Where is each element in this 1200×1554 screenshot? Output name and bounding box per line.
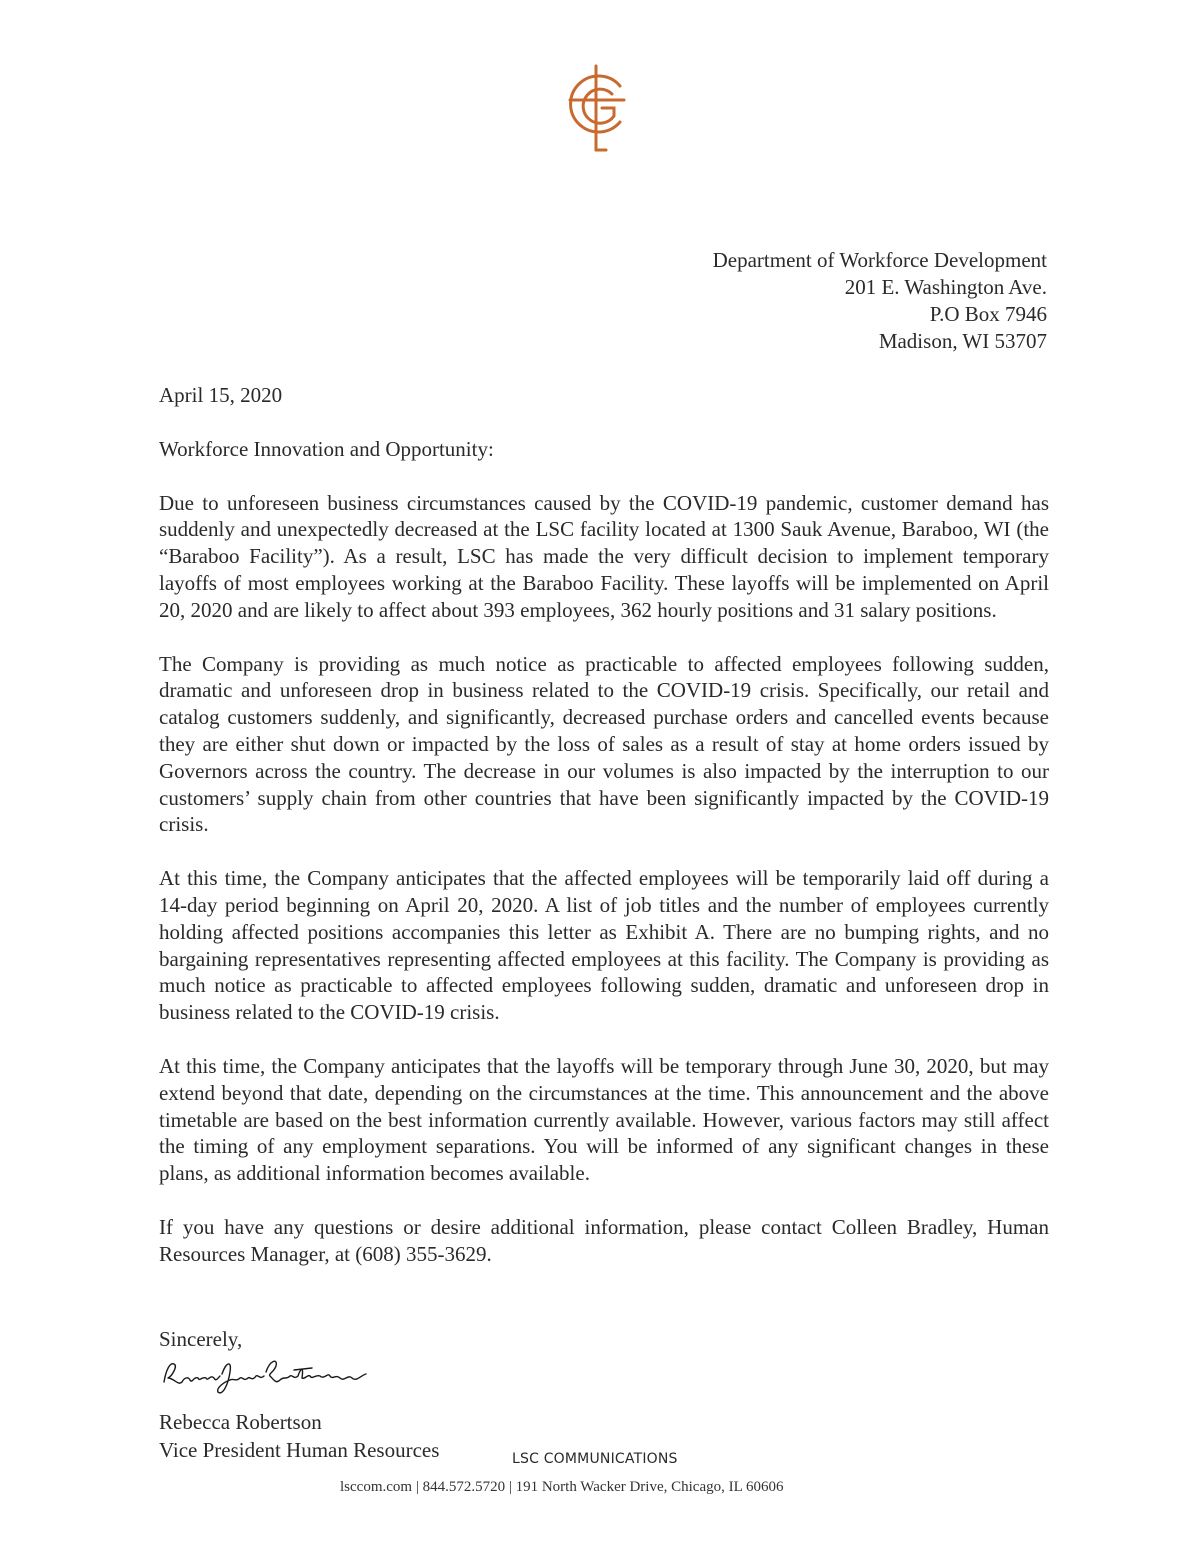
signer-title: Vice President Human Resources — [159, 1438, 440, 1462]
lsc-logo-icon — [562, 64, 634, 152]
signer-block — [159, 1408, 439, 1464]
recipient-department: Department of Workforce Development — [712, 248, 1047, 272]
footer-contact: lsccom.com | 844.572.5720 | 191 North Wacker Drive, Chicago, IL 60606 — [340, 1479, 784, 1495]
recipient-street: 201 E. Washington Ave. — [844, 275, 1047, 299]
recipient-po-box: P.O Box 7946 — [929, 302, 1047, 326]
paragraph-4: At this time, the Company anticipates that the layoffs will be temporary through June 30, 2020, but may extend beyond that date, depending on the circumstances at the time. This announcement and the above timetable are based on the best information currently available. However, various factors may still affect the timing of any employment separations. You will be informed of any significant changes in these plans, as additional information becomes available. — [159, 1053, 1049, 1186]
recipient-city: Madison, WI 53707 — [878, 329, 1047, 353]
paragraph-2: The Company is providing as much notice as practicable to affected employees following sudden, dramatic and unforeseen drop in business related to the COVID-19 crisis. Specifically, our retail and catalog customers suddenly, and significantly, decreased purchase orders and cancelled events because they are either shut down or impacted by the loss of sales as a result of stay at home orders issued by Governors across the country. The decrease in our volumes is also impacted by the interruption to our customers’ supply chain from other countries that have been significantly impacted by the COVID-19 crisis. — [159, 651, 1049, 837]
company-wordmark: LSC COMMUNICATIONS — [512, 1451, 678, 1467]
paragraph-1: Due to unforeseen business circumstances caused by the COVID-19 pandemic, customer demand has suddenly and unexpectedly decreased at the LSC facility located at 1300 Sauk Avenue, Baraboo, WI (the “Baraboo Facility”). As a result, LSC has made the very difficult decision to implement temporary layoffs of most employees working at the Baraboo Facility. These layoffs will be implemented on April 20, 2020 and are likely to affect about 393 employees, 362 hourly positions and 31 salary positions. — [159, 490, 1049, 622]
letter-date: April 15, 2020 — [159, 383, 283, 407]
paragraph-3: At this time, the Company anticipates that the affected employees will be temporarily laid off during a 14-day period beginning on April 20, 2020. A list of job titles and the number of employees currently holding affected positions accompanies this letter as Exhibit A. There are no bumping rights, and no bargaining representatives representing affected employees at this facility. The Company is providing as much notice as practicable to affected employees following sudden, dramatic and unforeseen drop in business related to the COVID-19 crisis. — [159, 866, 1049, 1025]
signature — [160, 1352, 375, 1402]
recipient-address — [713, 247, 1047, 355]
signer-name: Rebecca Robertson — [159, 1410, 322, 1434]
paragraph-5: If you have any questions or desire additional information, please contact Colleen Bradley, Human Resources Manager, at (608) 355-3629. — [159, 1214, 1049, 1266]
letter-closing: Sincerely, — [159, 1327, 243, 1351]
letter-salutation: Workforce Innovation and Opportunity: — [159, 436, 494, 461]
letter-body — [159, 382, 1049, 1295]
